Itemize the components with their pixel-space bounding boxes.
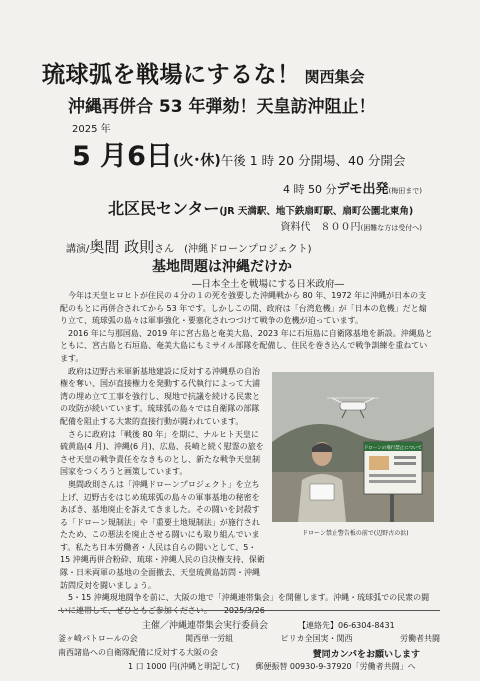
paragraph: さらに政府は「戦後 80 年」を期に、ナルヒト天皇に硫黄島(4 月)、沖縄(6 月)、広島、長崎と続く慰霊の旅をさせ天皇の戦争責任をなきものとし、新たな戦争天皇制国家をつくろうと画策しています。	[60, 429, 264, 477]
organizer: 主催／沖縄連帯集会実行委員会	[142, 621, 269, 631]
venue-name: 北区民センター	[108, 199, 220, 218]
sign-title: ドローンの飛行禁止について	[363, 446, 423, 451]
photo-caption: ドローン禁止警告板の前で(辺野古の浜)	[302, 530, 409, 537]
footer-groups-row	[58, 633, 440, 644]
paragraph: 政府は辺野古米軍新基地建設に反対する沖縄県の自治権を奪い、国が直接権力を発動する代執行によって大浦湾の埋め立て工事を強行し、現地で抗議を続ける民衆との攻防が続いています。琉球弧の島々では自衛隊の部隊配備を阻止する大衆的直接行動が闘われています。	[60, 366, 260, 426]
paragraph: 2016 年に与那国島、2019 年に宮古島と奄美大島、2023 年に石垣島に自衛隊基地を新設。沖縄島とともに、宮古島と石垣島、奄美大島にもミサイル部隊を配備し、住民を巻き込んで戦争訓練を重ねています。	[60, 328, 433, 363]
fee-note: (困難な方は受付へ)	[360, 224, 422, 232]
speaker-photo	[272, 372, 434, 522]
event-year: 2025 年	[72, 124, 111, 135]
event-date: 5 月6日	[72, 141, 173, 172]
article-subheading: ―日本全土を戦場にする日米政府―	[192, 279, 345, 290]
group-item: 関西単一労組	[185, 634, 234, 643]
group-item: ピリカ全国実・関西	[280, 634, 353, 643]
speaker-affiliation: (沖縄ドローンプロジェクト)	[184, 244, 312, 255]
footer-support-row	[58, 647, 440, 660]
speaker-name: 奥間 政則	[89, 238, 155, 256]
paragraph: 5・15 沖縄現地闘争を前に、大阪の地で「沖縄連帯集会」を開催します。沖縄・琉球弧での民衆の闘いに連帯して、ぜひともご参加ください。 2025/3/26	[60, 593, 430, 615]
speaker-role: 講演/	[66, 244, 90, 255]
footer	[58, 618, 440, 678]
fee-info	[281, 218, 422, 233]
donation-amount: 1 口 1000 円(沖縄と明記して)	[128, 662, 240, 671]
paragraph: 奥間政則さんは「沖縄ドローンプロジェクト」を立ち上げ、辺野古をはじめ琉球弧の島々の軍事基地の秘密をあばき、基地廃止を訴えてきました。その闘いを封殺する「ドローン規制法」や「重要土地規制法」が施行されたため、この悪法を廃止させる闘いにも取り組んでいます。私たち日本労働者・人民は自らの闘いとして、5・15 沖縄再併合粉砕、琉球・沖縄人民の自決権支持、保衛隊・日米両軍の基地の全面撤去、天皇琉黄島訪問・沖縄訪問反対を闘いましょう。	[60, 479, 265, 590]
flyer-subtitle: 沖縄再併合 53 年弾劾！天皇訪沖阻止！	[68, 97, 376, 117]
title-main: 琉球弧を戦場にするな！	[42, 62, 301, 88]
group-item: 労働者共闘	[399, 634, 440, 643]
paragraph: 今年は天皇ヒロヒトが住民の４分の１の死を強要した沖縄戦から 80 年、1972 年に沖縄が日本の支配のもとに再併合されてから 53 年です。しかしこの間、政府は「台湾危機」が「日本の危機」だと煽り立て、琉球弧の島々は軍事強化・要塞化されつづけて戦争の危機が迫っています。	[60, 291, 427, 326]
venue-access: (JR 天満駅、地下鉄扇町駅、扇町公園北東角)	[219, 206, 414, 217]
speaker-honorific: さん	[154, 244, 175, 255]
contact: 【連絡先】06-6304-8431	[298, 621, 395, 630]
photo-illustration	[272, 372, 434, 522]
footer-organizer-row	[142, 618, 395, 631]
article-heading: 基地問題は沖縄だけか	[152, 259, 292, 275]
footer-divider	[58, 610, 440, 611]
demo-note: (梅田まで)	[388, 187, 422, 195]
group-item: 南西諸島への自衛隊配備に反対する大阪の会	[58, 648, 218, 657]
event-time: 午後 1 時 20 分開場、40 分開会	[220, 153, 406, 168]
speaker	[66, 236, 312, 257]
event-dateline	[72, 134, 405, 173]
demo-time: 4 時 50 分	[283, 183, 337, 196]
demo-label: デモ出発	[336, 182, 389, 197]
demo-info	[283, 178, 422, 197]
event-weekday: (火･休)	[172, 153, 221, 169]
donation-request: 賛同カンパをお願いします	[312, 650, 420, 660]
group-item: 釜ヶ崎パトロールの会	[58, 634, 138, 643]
donation-account: 郵便振替 00930-9-37920「労働者共闘」へ	[255, 662, 416, 671]
venue	[108, 196, 413, 219]
flyer-title	[42, 56, 365, 89]
title-sub: 関西集会	[304, 68, 365, 86]
fee-label: 資料代 ８００円	[280, 222, 361, 233]
footer-donation-row	[128, 661, 416, 672]
